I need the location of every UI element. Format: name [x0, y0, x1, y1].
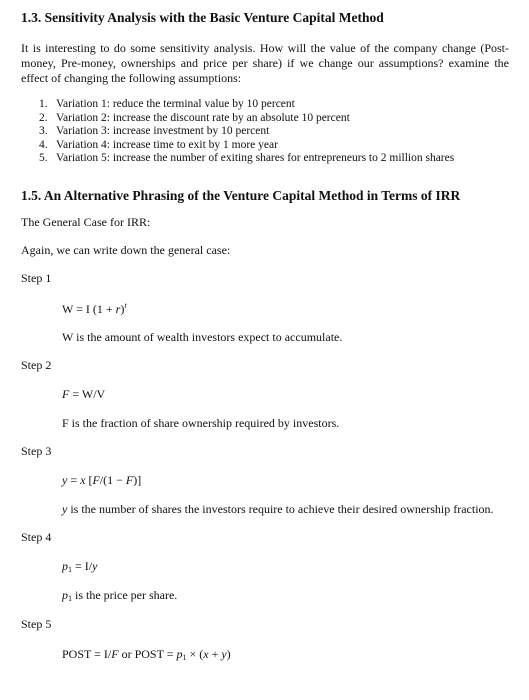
- variation-list: [39, 98, 454, 166]
- list-item: 4. Variation 4: increase time to exit by 1 more year: [39, 138, 278, 151]
- step-1-label: Step 1: [21, 271, 52, 285]
- equation-wealth: W = I $(1 + r)^t$: [62, 301, 127, 316]
- equation-post-money: POST = I/F or POST = $p_1 \times (x + y)$: [62, 647, 231, 662]
- step-5-label: Step 5: [21, 617, 52, 631]
- step-4-label: Step 4: [21, 530, 52, 544]
- step-3-label: Step 3: [21, 444, 52, 458]
- equation-shares: y = x [F/(1 − F)]: [62, 473, 142, 487]
- equation-fraction: F = W/V: [62, 387, 106, 401]
- general-case-label: The General Case for IRR:: [21, 215, 151, 229]
- step-2-description: F is the fraction of share ownership required by investors.: [62, 416, 340, 430]
- step-3-description: y is the number of shares the investors require to achieve their desired ownership fraction.: [62, 502, 494, 516]
- step-2-label: Step 2: [21, 358, 52, 372]
- list-item: 3. Variation 3: increase investment by 10 percent: [39, 125, 270, 137]
- list-item: 5. Variation 5: increase the number of exiting shares for entrepreneurs to 2 million shares: [39, 152, 455, 164]
- step-4-description: $p_1$ is the price per share.: [62, 588, 178, 603]
- section-heading-sensitivity: 1.3. Sensitivity Analysis with the Basic Venture Capital Method: [21, 10, 384, 25]
- equation-price: $p_1 = I/y$: [62, 559, 98, 574]
- again-paragraph: Again, we can write down the general case:: [21, 243, 231, 257]
- step-1-description: W is the amount of wealth investors expect to accumulate.: [62, 330, 343, 344]
- intro-paragraph: It is interesting to do some sensitivity analysis. How will the value of the company change (Post-money, Pre-money, ownerships and price per share) if we change our assumptions? examine the effect of changing the following assumptions:: [21, 41, 509, 85]
- list-item: 1. Variation 1: reduce the terminal value by 10 percent: [39, 98, 295, 110]
- list-item: 2. Variation 2: increase the discount rate by an absolute 10 percent: [39, 111, 350, 124]
- section-heading-irr: 1.5. An Alternative Phrasing of the Venture Capital Method in Terms of IRR: [21, 188, 461, 203]
